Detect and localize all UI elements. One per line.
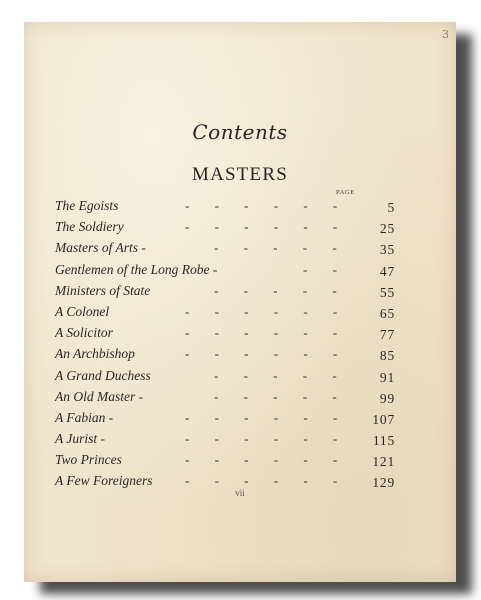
- toc-entry: [55, 217, 395, 238]
- toc-entry-leader: - -: [303, 261, 337, 277]
- toc-entry-leader: - - - - - -: [185, 473, 338, 489]
- toc-entry-leader: - - - - -: [214, 282, 337, 298]
- toc-entry-title: Masters of Arts -: [55, 240, 146, 256]
- toc-entry: [55, 281, 395, 302]
- toc-entry-page: 55: [379, 284, 395, 300]
- toc-entry-title: The Soldiery: [55, 219, 124, 235]
- toc-entry-page: 107: [372, 411, 395, 427]
- page-column-label: PAGE: [336, 189, 355, 196]
- toc-entry-page: 115: [372, 433, 395, 449]
- toc-entry-title: An Archbishop: [55, 346, 135, 362]
- toc-entry: [55, 323, 395, 344]
- toc-entry: [55, 387, 395, 408]
- toc-entry-leader: - - - - -: [214, 367, 337, 383]
- toc-entry-leader: - - - - -: [214, 240, 337, 256]
- toc-entry: [55, 302, 395, 323]
- toc-entry-title: Ministers of State: [55, 282, 151, 298]
- toc-entry-leader: - - - - -: [214, 388, 337, 404]
- toc-entry: [55, 260, 395, 281]
- page-title: Contents: [192, 120, 288, 144]
- toc-entry-page: 99: [379, 390, 395, 406]
- toc-entry: [55, 450, 395, 471]
- toc-entry-leader: - - - - - -: [185, 219, 338, 235]
- toc-entry-title: Gentlemen of the Long Robe -: [55, 261, 218, 277]
- corner-mark: 3: [442, 28, 449, 41]
- toc-entry-leader: - - - - - -: [185, 452, 338, 468]
- toc-entry-title: A Jurist -: [55, 431, 105, 447]
- toc-entry-title: A Few Foreigners: [55, 473, 153, 489]
- toc-entry: [55, 366, 395, 387]
- folio-number: vii: [235, 488, 245, 498]
- toc-entry-leader: - - - - - -: [185, 303, 338, 319]
- toc-entry-title: A Colonel: [55, 303, 110, 319]
- toc-entry-page: 47: [379, 263, 395, 279]
- toc-list: [55, 196, 395, 493]
- toc-entry-page: 129: [372, 475, 395, 491]
- book-page: [24, 22, 456, 582]
- toc-entry-page: 77: [379, 327, 395, 343]
- toc-entry: [55, 408, 395, 429]
- toc-entry-page: 5: [387, 200, 395, 215]
- toc-entry-title: An Old Master -: [55, 388, 144, 404]
- toc-entry-title: Two Princes: [55, 452, 122, 468]
- toc-entry-leader: - - - - - -: [185, 346, 338, 362]
- toc-entry-page: 121: [372, 454, 395, 470]
- toc-entry: [55, 344, 395, 365]
- toc-entry-title: A Grand Duchess: [55, 367, 151, 383]
- toc-entry-title: A Fabian -: [55, 409, 114, 425]
- toc-entry-page: 25: [379, 221, 395, 237]
- toc-entry-page: 65: [379, 305, 395, 321]
- toc-entry-page: 91: [379, 369, 395, 385]
- toc-entry-leader: - - - - - -: [185, 431, 338, 447]
- toc-entry-leader: - - - - - -: [185, 325, 338, 341]
- section-heading: MASTERS: [191, 164, 289, 185]
- toc-entry-title: The Egoists: [55, 198, 119, 213]
- toc-entry: [55, 238, 395, 259]
- toc-entry-page: 35: [379, 242, 395, 258]
- toc-entry-title: A Solicitor: [55, 325, 113, 341]
- toc-entry-page: 85: [379, 348, 395, 364]
- toc-entry-leader: - - - - - -: [185, 409, 338, 425]
- toc-entry: [55, 196, 395, 217]
- toc-entry: [55, 429, 395, 450]
- toc-entry-leader: - - - - - -: [185, 198, 338, 213]
